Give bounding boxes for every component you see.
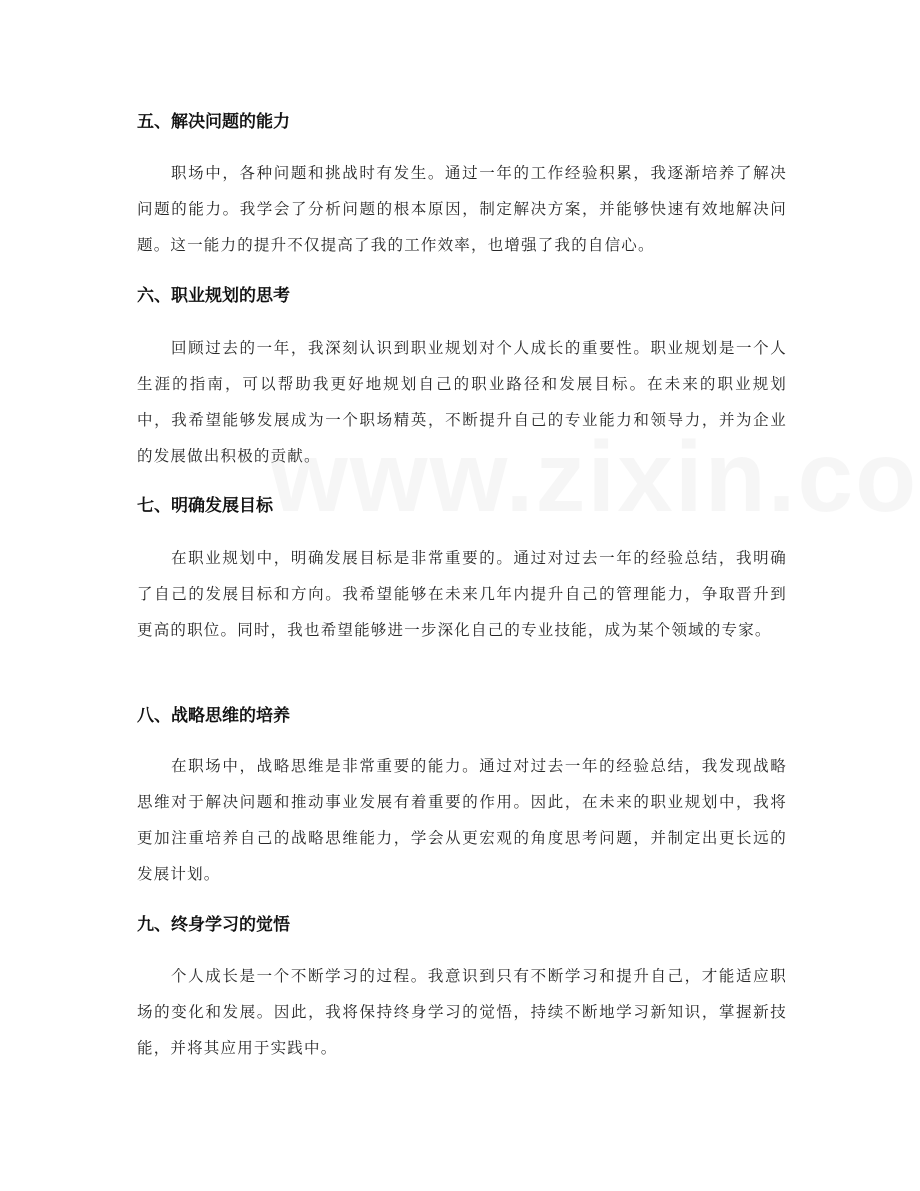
section-heading: 五、解决问题的能力: [137, 112, 290, 132]
section-paragraph: 职场中，各种问题和挑战时有发生。通过一年的工作经验积累，我逐渐培养了解决问题的能力。我学会了分析问题的根本原因，制定解决方案，并能够快速有效地解决问题。这一能力的提升不仅提高了我的工作效率，也增强了我的自信心。: [137, 164, 787, 254]
section-heading: 九、终身学习的觉悟: [137, 915, 290, 935]
section-heading: 八、战略思维的培养: [137, 706, 290, 726]
section-paragraph: 个人成长是一个不断学习的过程。我意识到只有不断学习和提升自己，才能适应职场的变化和发展。因此，我将保持终身学习的觉悟，持续不断地学习新知识，掌握新技能，并将其应用于实践中。: [137, 967, 787, 1057]
section-paragraph: 在职场中，战略思维是非常重要的能力。通过对过去一年的经验总结，我发现战略思维对于解决问题和推动事业发展有着重要的作用。因此，在未来的职业规划中，我将更加注重培养自己的战略思维能力，学会从更宏观的角度思考问题，并制定出更长远的发展计划。: [137, 757, 787, 883]
section-paragraph: 在职业规划中，明确发展目标是非常重要的。通过对过去一年的经验总结，我明确了自己的发展目标和方向。我希望能够在未来几年内提升自己的管理能力，争取晋升到更高的职位。同时，我也希望能够进一步深化自己的专业技能，成为某个领域的专家。: [137, 549, 787, 639]
section-paragraph: 回顾过去的一年，我深刻认识到职业规划对个人成长的重要性。职业规划是一个人生涯的指南，可以帮助我更好地规划自己的职业路径和发展目标。在未来的职业规划中，我希望能够发展成为一个职场精英，不断提升自己的专业能力和领导力，并为企业的发展做出积极的贡献。: [137, 339, 787, 465]
section-lifelong-learning: [137, 0, 787, 1191]
section-heading: 六、职业规划的思考: [137, 286, 290, 306]
section-heading: 七、明确发展目标: [137, 496, 273, 516]
